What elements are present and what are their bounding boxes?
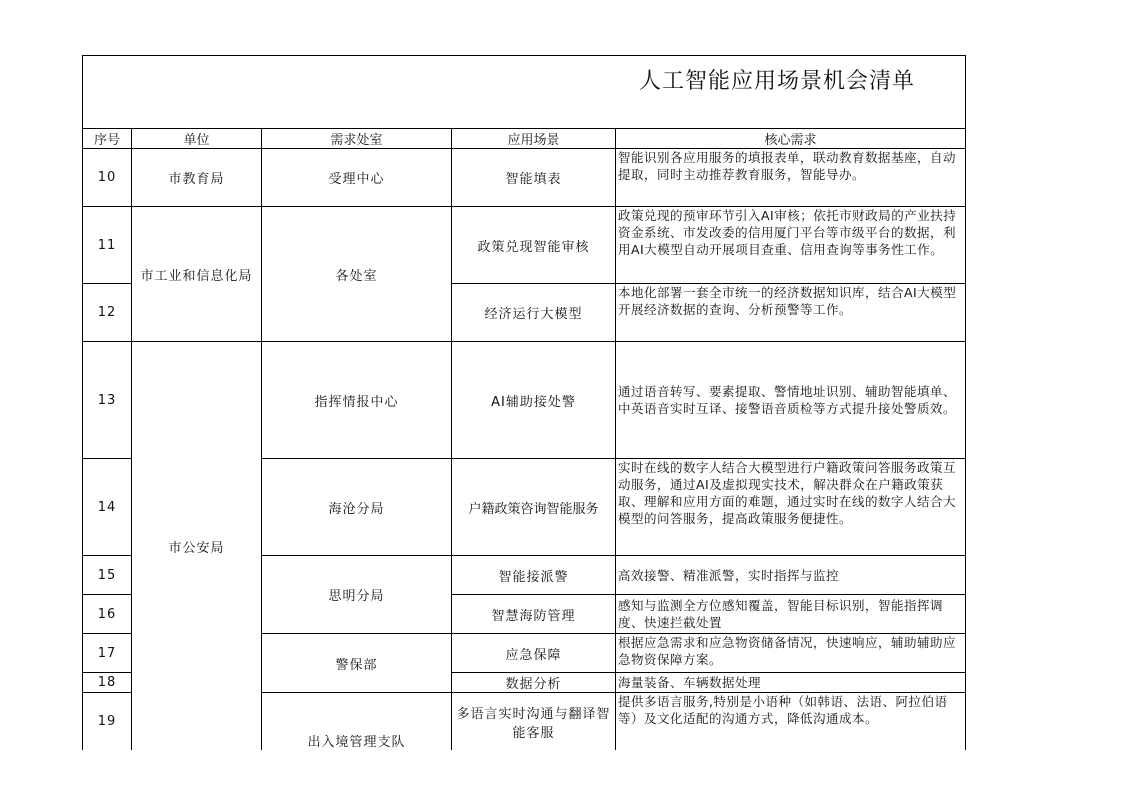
need-cell: 高效接警、精准派警，实时指挥与监控 [616,556,966,595]
spreadsheet [82,55,966,750]
seq-cell: 15 [83,556,132,595]
dept-cell: 受理中心 [262,149,452,207]
dept-cell: 海沧分局 [262,459,452,556]
scene-cell: 智能接派警 [452,556,616,595]
need-cell: 政策兑现的预审环节引入AI审核；依托市财政局的产业扶持资金系统、市发改委的信用厦门平台等市级平台的数据，利用AI大模型自动开展项目查重、信用查询等事务性工作。 [616,207,966,284]
scene-cell: 政策兑现智能审核 [452,207,616,284]
need-cell: 实时在线的数字人结合大模型进行户籍政策问答服务政策互动服务，通过AI及虚拟现实技术，解决群众在户籍政策获取、理解和应用方面的难题，通过实时在线的数字人结合大模型的问答服务，提高政策服务便捷性。 [616,459,966,556]
seq-cell: 18 [83,673,132,693]
title-area [82,55,966,128]
unit-cell: 市教育局 [132,149,262,207]
scene-cell: 经济运行大模型 [452,284,616,342]
seq-cell: 10 [83,149,132,207]
scene-cell: 智能填表 [452,149,616,207]
scene-cell: 应急保障 [452,634,616,673]
scene-cell: 智慧海防管理 [452,595,616,634]
need-cell: 通过语音转写、要素提取、警情地址识别、辅助智能填单、中英语音实时互译、接警语音质检等方式提升接处警质效。 [616,342,966,459]
header-row [83,129,966,149]
need-cell: 智能识别各应用服务的填报表单，联动教育数据基座，自动提取，同时主动推荐教育服务，智能导办。 [616,149,966,207]
header-scene: 应用场景 [452,129,616,149]
dept-cell: 指挥情报中心 [262,342,452,459]
table-row [83,207,966,284]
scene-cell: 数据分析 [452,673,616,693]
need-cell: 海量装备、车辆数据处理 [616,673,966,693]
header-seq: 序号 [83,129,132,149]
dept-cell: 警保部 [262,634,452,693]
header-need: 核心需求 [616,129,966,149]
dept-cell: 出入境管理支队 [262,693,452,751]
unit-cell: 市工业和信息化局 [132,207,262,342]
need-cell: 根据应急需求和应急物资储备情况，快速响应，辅助辅助应急物资保障方案。 [616,634,966,673]
dept-cell: 各处室 [262,207,452,342]
unit-cell: 市公安局 [132,342,262,751]
seq-cell: 12 [83,284,132,342]
page-title: 人工智能应用场景机会清单 [639,69,916,94]
scenario-table [82,128,966,750]
need-cell: 本地化部署一套全市统一的经济数据知识库，结合AI大模型开展经济数据的查询、分析预警等工作。 [616,284,966,342]
dept-cell: 思明分局 [262,556,452,634]
seq-cell: 19 [83,693,132,751]
seq-cell: 13 [83,342,132,459]
need-cell: 提供多语言服务,特别是小语种（如韩语、法语、阿拉伯语等）及文化适配的沟通方式，降低沟通成本。 [616,693,966,751]
seq-cell: 14 [83,459,132,556]
table-row [83,342,966,459]
scene-cell: 户籍政策咨询智能服务 [452,459,616,556]
seq-cell: 11 [83,207,132,284]
scene-cell: 多语言实时沟通与翻译智能客服 [452,693,616,751]
seq-cell: 16 [83,595,132,634]
table-row [83,149,966,207]
header-dept: 需求处室 [262,129,452,149]
header-unit: 单位 [132,129,262,149]
seq-cell: 17 [83,634,132,673]
need-cell: 感知与监测全方位感知覆盖，智能目标识别，智能指挥调度、快速拦截处置 [616,595,966,634]
scene-cell: AI辅助接处警 [452,342,616,459]
